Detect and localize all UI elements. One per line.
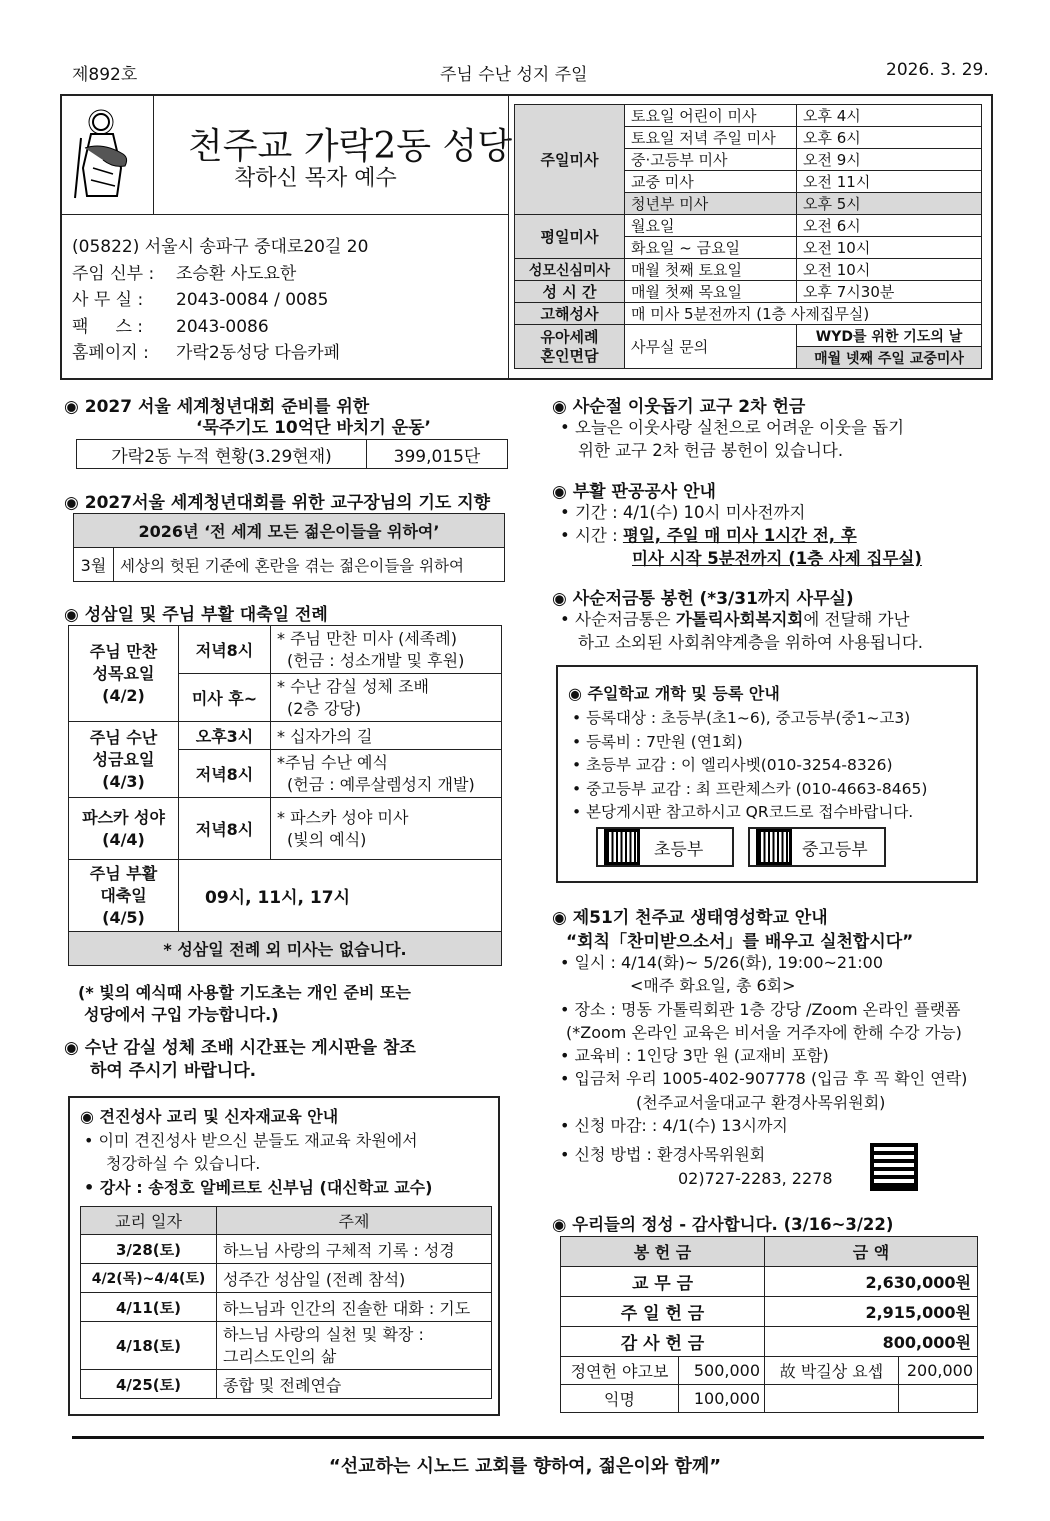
confirmation-box (68, 1096, 500, 1416)
mass-time: 오후 4시 (797, 105, 982, 127)
holy-week-table (68, 625, 502, 966)
middle-high-label: 중고등부 (802, 839, 868, 860)
mass-name: 토요일 저녁 주일 미사 (625, 127, 797, 149)
holy-week-note: * 성삼일 전례 외 미사는 없습니다. (69, 932, 502, 966)
lent-collection-line: 위한 교구 2차 헌금 봉헌이 있습니다. (578, 441, 844, 460)
easter-mass-times: 09시, 11시, 17시 (179, 860, 502, 932)
easter-vigil: 파스카 성야 (4/4) (69, 798, 179, 860)
easter-sunday: 주님 부활 대축일 (4/5) (69, 860, 179, 932)
donor-name: 익명 (561, 1385, 679, 1413)
lent-bank-line: • 사순저금통은 가톨릭사회복지회에 전달해 가난 (560, 610, 910, 629)
mass-time: 오후 5시 (797, 193, 982, 215)
rosary-status-value: 399,015단 (367, 440, 508, 469)
mass-name: 화요일 ~ 금요일 (625, 237, 797, 259)
offerings-table (560, 1236, 978, 1413)
weekday-mass-label: 평일미사 (515, 215, 625, 259)
table-cell: 성주간 성삼일 (전례 참석) (217, 1264, 492, 1293)
holy-week-title: ◉ 성삼일 및 주님 부활 대축일 전례 (64, 605, 328, 625)
homepage-label: 홈페이지 : (72, 343, 149, 363)
ecology-qr-code[interactable] (870, 1143, 918, 1195)
wyd-prayer-day: WYD를 위한 기도의 날 (797, 325, 982, 347)
rosary-status-table (76, 439, 508, 469)
mass-time: 오전 10시 (797, 259, 982, 281)
offering-amount: 2,630,000원 (765, 1267, 978, 1297)
adoration-notice: ◉ 수난 감실 성체 조배 시간표는 게시판을 참조 하여 주시기 바랍니다. (64, 1038, 416, 1081)
col-header: 금 액 (765, 1237, 978, 1267)
confession-info: 매 미사 5분전까지 (1층 사제집무실) (625, 303, 982, 325)
confession-period-line: • 기간 : 4/1(수) 10시 미사전까지 (560, 503, 806, 522)
office-phone: 2043-0084 / 0085 (176, 290, 329, 310)
lent-bank-title: ◉ 사순저금통 봉헌 (*3/31까지 사무실) (552, 589, 854, 609)
table-cell: 하느님 사랑의 실천 및 확장 : 그리스도인의 삶 (217, 1322, 492, 1370)
parish-info-box (60, 94, 993, 380)
parish-name: 천주교 가락2동 성당 (188, 126, 512, 167)
table-cell: 하느님 사랑의 구체적 기록 : 성경 (217, 1235, 492, 1264)
mass-time: 오전 10시 (797, 237, 982, 259)
mass-name: 토요일 어린이 미사 (625, 105, 797, 127)
mass-time: 오전 9시 (797, 149, 982, 171)
offering-name: 교 무 금 (561, 1267, 765, 1297)
baptism-info: 사무실 문의 (625, 325, 797, 369)
lent-bank-line: 하고 소외된 사회취약계층을 위하여 사용됩니다. (578, 633, 924, 652)
mass-name: 매월 첫째 토요일 (625, 259, 797, 281)
confirmation-title: ◉ 견진성사 교리 및 신자재교육 안내 (80, 1107, 339, 1126)
ecology-school-subtitle: “회칙「찬미받으소서」를 배우고 실천합시다” (566, 932, 914, 952)
prayer-month: 3월 (74, 548, 114, 582)
event-desc: * 십자가의 길 (271, 722, 502, 750)
event-desc: *주님 수난 예식 (헌금 : 예루살렘성지 개발) (271, 750, 502, 798)
mass-name: 중·고등부 미사 (625, 149, 797, 171)
fax-number: 2043-0086 (176, 316, 269, 337)
table-cell: 4/18(토) (81, 1322, 217, 1370)
confirmation-line: 청강하실 수 있습니다. (106, 1154, 261, 1173)
confession-label: 고해성사 (515, 303, 625, 325)
adoration-label: 성 시 간 (515, 281, 625, 303)
footer-divider (72, 1436, 984, 1439)
mass-name: 청년부 미사 (625, 193, 797, 215)
lent-collection-title: ◉ 사순절 이웃돕기 교구 2차 헌금 (552, 397, 806, 417)
sunday-school-box (556, 665, 978, 883)
offering-name: 감 사 헌 금 (561, 1327, 765, 1357)
good-shepherd-icon (73, 108, 143, 203)
mass-name: 매월 첫째 목요일 (625, 281, 797, 303)
table-cell: 4/11(토) (81, 1293, 217, 1322)
elementary-qr-button[interactable] (596, 827, 734, 867)
good-friday: 주님 수난 성금요일 (4/3) (69, 722, 179, 798)
office-label: 사 무 실 : (72, 290, 144, 310)
event-time: 저녁8시 (179, 750, 271, 798)
priest-label: 주임 신부 : (72, 263, 155, 284)
donor-amount: 100,000 (679, 1385, 765, 1413)
offering-amount: 800,000원 (765, 1327, 978, 1357)
sunday-mass-label: 주일미사 (515, 105, 625, 215)
homepage: 가락2동성당 다음카페 (176, 343, 341, 363)
footer-slogan: “선교하는 시노드 교회를 향하여, 젊은이와 함께” (328, 1456, 722, 1477)
issue-date: 2026. 3. 29. (886, 60, 989, 80)
table-cell: 3/28(토) (81, 1235, 217, 1264)
wyd-rosary-title: ◉ 2027 서울 세계청년대회 준비를 위한 (64, 397, 370, 417)
address: (05822) 서울시 송파구 중대로20길 20 (72, 237, 369, 257)
donor-name: 정연헌 야고보 (561, 1357, 679, 1385)
offerings-title: ◉ 우리들의 정성 - 감사합니다. (3/16~3/22) (552, 1215, 894, 1234)
offering-name: 주 일 헌 금 (561, 1297, 765, 1327)
ecology-school-title: ◉ 제51기 천주교 생태영성학교 안내 (552, 908, 828, 928)
mass-name: 월요일 (625, 215, 797, 237)
parish-title-area (154, 96, 512, 214)
confirmation-line: • 이미 견진성사 받으신 분들도 재교육 차원에서 (84, 1131, 418, 1150)
event-desc: * 파스카 성야 미사 (빛의 예식) (271, 798, 502, 860)
mass-time: 오전 6시 (797, 215, 982, 237)
event-time: 오후3시 (179, 722, 271, 750)
wyd-mass: 매월 넷째 주일 교중미사 (797, 347, 982, 369)
priest-name: 조승환 사도요한 (176, 263, 297, 284)
shepherd-logo (62, 96, 154, 214)
donor-amount: 200,000 (899, 1357, 978, 1385)
elementary-label: 초등부 (654, 839, 704, 860)
event-desc: * 수난 감실 성체 조배 (2층 강당) (271, 674, 502, 722)
mass-time: 오전 11시 (797, 171, 982, 193)
event-desc: * 주님 만찬 미사 (세족례) (헌금 : 성소개발 및 후원) (271, 626, 502, 674)
mass-schedule-table (514, 104, 982, 369)
rosary-status-label: 가락2동 누적 현황(3.29현재) (77, 440, 367, 469)
fax-label: 팩 스 : (72, 316, 143, 337)
table-cell: 종합 및 전례연습 (217, 1370, 492, 1399)
wyd-rosary-subtitle: ‘묵주기도 10억단 바치기 운동’ (196, 418, 431, 438)
sunday-school-title: ◉ 주일학교 개학 및 등록 안내 (568, 684, 780, 703)
table-cell: 4/2(목)~4/4(토) (81, 1264, 217, 1293)
col-header: 교리 일자 (81, 1207, 217, 1235)
event-time: 저녁8시 (179, 626, 271, 674)
prayer-intention-table (73, 513, 505, 582)
ecology-school-lines: • 일시 : 4/14(화)~ 5/26(화), 19:00~21:00 <매주 화요일, 총 6회> • 장소 : 명동 가톨릭회관 1층 강당 /Zoom 온라인 플랫폼 (*Zoom 온라인 교육은 비서울 거주자에 한해 수강 가능) • 교육비 : 1인당 3만 원 (교재비 포함) • 입금처 우리 1005-402-907778 (입금 후 꼭 확인 연락) (천주교서울대교구 환경사목위원회) • 신청 마감: : 4/1(수) 13시까지 • 신청 방법 : 환경사목위원회 02)727-2283, 2278 (560, 953, 968, 1188)
qr-code-icon (756, 829, 792, 865)
mass-time: 오후 7시30분 (797, 281, 982, 303)
confession-period-title: ◉ 부활 판공공사 안내 (552, 482, 716, 502)
donor-name: 故 박길상 요셉 (765, 1357, 899, 1385)
event-time: 미사 후~ (179, 674, 271, 722)
mother-mass-label: 성모신심미사 (515, 259, 625, 281)
holy-thursday: 주님 만찬 성목요일 (4/2) (69, 626, 179, 722)
event-time: 저녁8시 (179, 798, 271, 860)
parish-subtitle: 착하신 목자 예수 (234, 166, 397, 191)
sunday-school-lines: • 등록대상 : 초등부(초1~6), 중고등부(중1~고3) • 등록비 : 7만원 (연1회) • 초등부 교감 : 이 엘리사벳(010-3254-8326) • 중고등부 교감 : 최 프란체스카 (010-4663-8465) • 본당게시판 참고하시고 QR코드로 접수바랍니다. (572, 709, 928, 821)
table-cell: 하느님과 인간의 진솔한 대화 : 기도 (217, 1293, 492, 1322)
donor-amount: 500,000 (679, 1357, 765, 1385)
mass-name: 교중 미사 (625, 171, 797, 193)
mass-time: 오후 6시 (797, 127, 982, 149)
prayer-year-theme: 2026년 ‘전 세계 모든 젊은이들을 위하여’ (74, 514, 505, 548)
qr-code-icon (870, 1143, 918, 1191)
confession-time-line2: 미사 시작 5분전까지 (1층 사제 집무실) (632, 549, 922, 568)
middle-high-qr-button[interactable] (748, 827, 886, 867)
parish-contact (72, 234, 368, 367)
col-header: 봉 헌 금 (561, 1237, 765, 1267)
col-header: 주제 (217, 1207, 492, 1235)
table-cell: 4/25(토) (81, 1370, 217, 1399)
offering-amount: 2,915,000원 (765, 1297, 978, 1327)
qr-code-icon (604, 829, 640, 865)
confirmation-schedule-table (80, 1206, 492, 1399)
prayer-intention: 세상의 헛된 기준에 혼란을 겪는 젊은이들을 위하여 (114, 548, 505, 582)
page-title: 주님 수난 성지 주일 (440, 65, 588, 85)
bishop-prayer-title: ◉ 2027서울 세계청년대회를 위한 교구장님의 기도 지향 (64, 493, 491, 513)
confirmation-lecturer: • 강사 : 송정호 알베르토 신부님 (대신학교 교수) (84, 1178, 433, 1197)
confession-time-line: • 시간 : 평일, 주일 매 미사 1시간 전, 후 (560, 526, 857, 545)
lent-collection-line: • 오늘은 이웃사랑 실천으로 어려운 이웃을 돕기 (560, 418, 905, 437)
baptism-marriage-label: 유아세례 혼인면담 (515, 325, 625, 369)
issue-number: 제892호 (72, 65, 138, 85)
candle-note: (* 빛의 예식때 사용할 기도초는 개인 준비 또는 성당에서 구입 가능합니다.) (78, 983, 411, 1024)
